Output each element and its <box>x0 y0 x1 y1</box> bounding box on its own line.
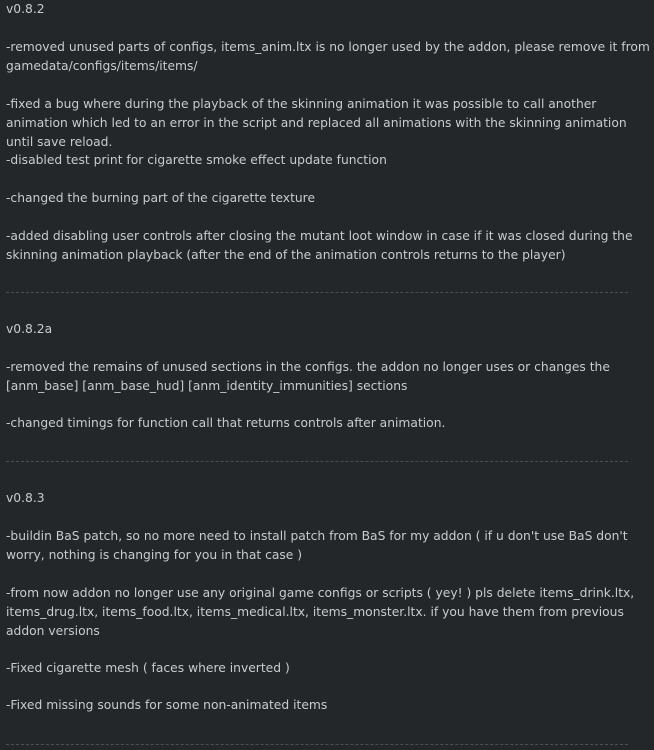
section-divider <box>6 461 628 462</box>
changelog-entry: -added disabling user controls after closing the mutant loot window in case if it was closed during the skinning animation playback (after the end of the animation controls returns to the player) <box>6 229 633 262</box>
changelog-entry: -removed the remains of unused sections in the configs. the addon no longer uses or changes the [anm_base] [anm_base_hud] [anm_identity_immunities] sections <box>6 360 610 393</box>
changelog-entry: -Fixed cigarette mesh ( faces where inverted ) <box>6 661 290 675</box>
changelog-entry: -disabled test print for cigarette smoke effect update function <box>6 153 387 167</box>
section-divider <box>6 744 628 745</box>
version-heading: v0.8.2 <box>6 2 45 16</box>
changelog-entry: -from now addon no longer use any original game configs or scripts ( yey! ) pls delete items_drink.ltx, items_drug.ltx, items_food.ltx, items_medical.ltx, items_monster.ltx. if you have them from previous addon versions <box>6 586 635 638</box>
changelog-entry: -changed the burning part of the cigarette texture <box>6 191 316 205</box>
changelog-entry: -changed timings for function call that returns controls after animation. <box>6 416 446 430</box>
section-divider <box>6 292 628 293</box>
changelog-entry: -removed unused parts of configs, items_anim.ltx is no longer used by the addon, please remove it from gamedata/configs/items/items/ <box>6 40 650 73</box>
changelog-entry: -fixed a bug where during the playback of the skinning animation it was possible to call another animation which led to an error in the script and replaced all animations with the skinning animation until save reload. <box>6 97 627 149</box>
changelog-entry: -buildin BaS patch, so no more need to install patch from BaS for my addon ( if u don't use BaS don't worry, nothing is changing for you in that case ) <box>6 529 628 562</box>
version-heading: v0.8.3 <box>6 491 45 505</box>
version-heading: v0.8.2a <box>6 322 53 336</box>
changelog-entry: -Fixed missing sounds for some non-animated items <box>6 698 328 712</box>
